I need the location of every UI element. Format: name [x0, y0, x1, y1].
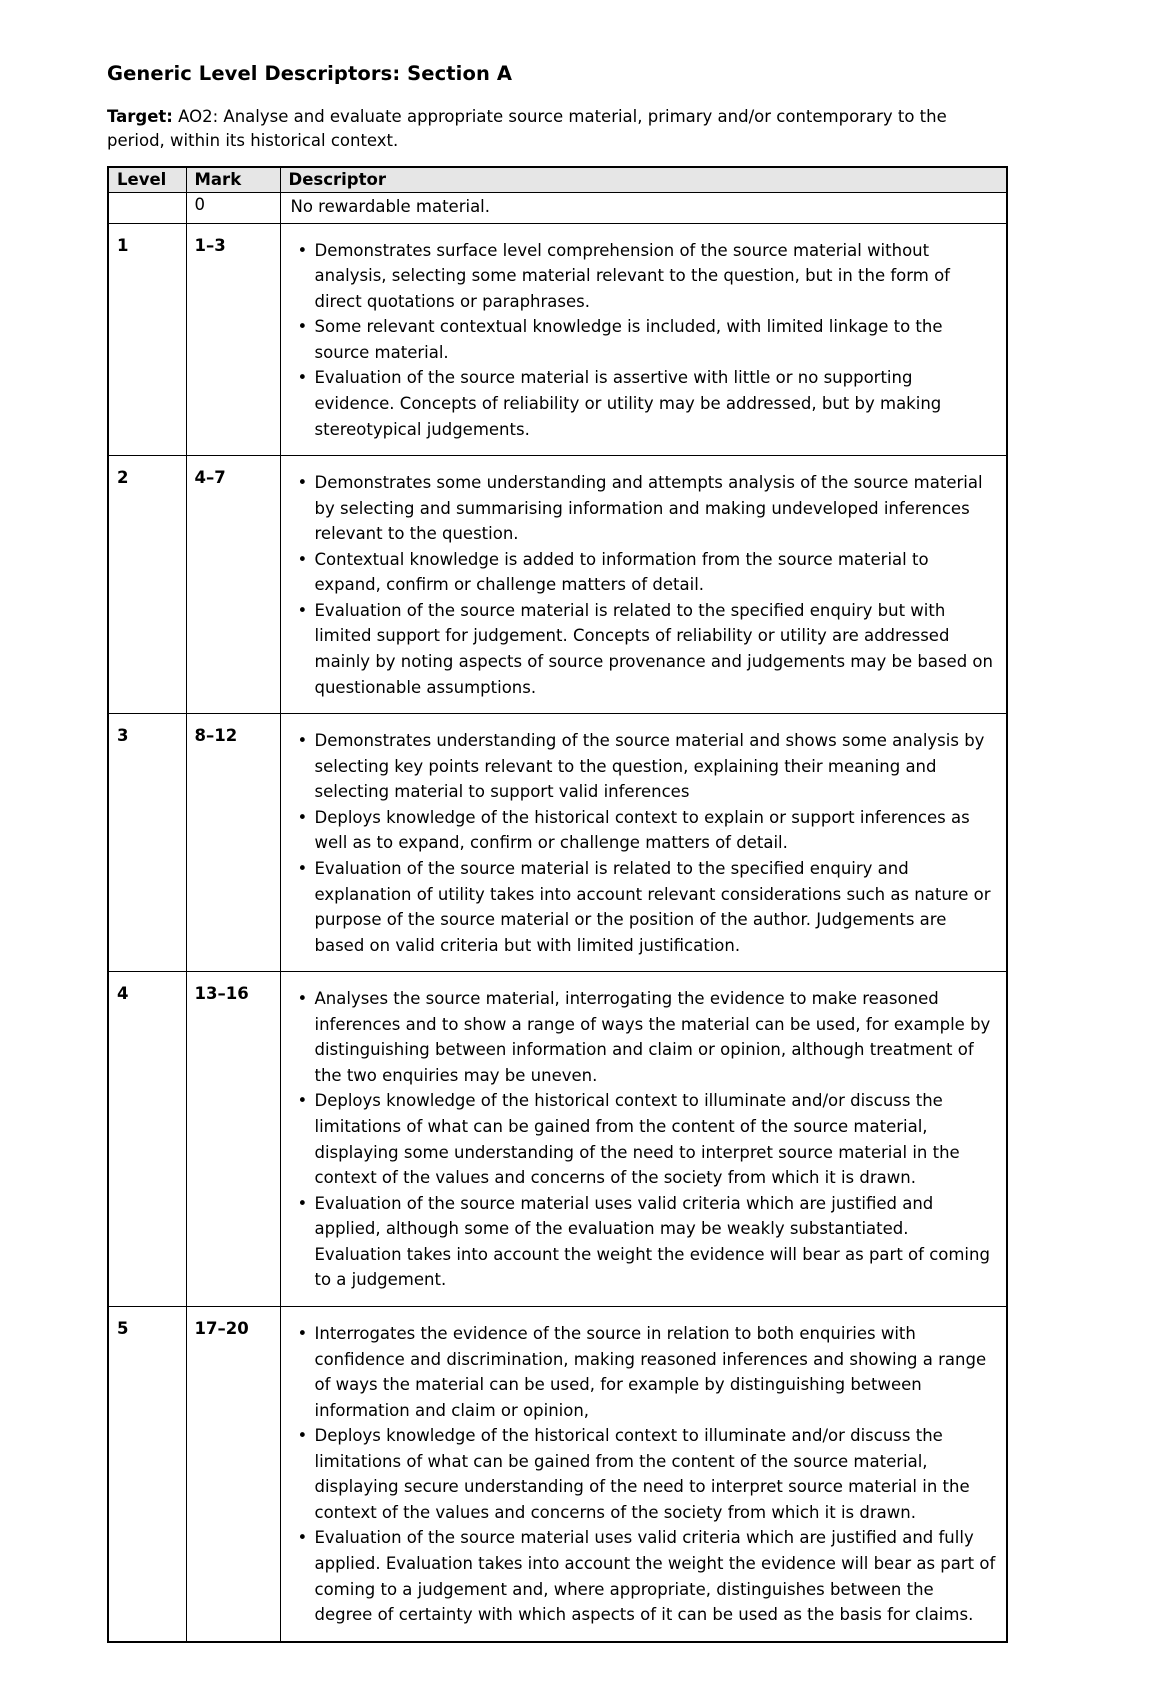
descriptor-bullet: • Deploys knowledge of the historical context to illuminate and/or discuss the limitations of what can be gained from the content of the source material, displaying secure understanding of the need to interpret source material in the context of the values and concerns of the society from which it is drawn. [315, 1423, 997, 1525]
page-title: Generic Level Descriptors: Section A [107, 62, 513, 85]
descriptor-bullet: • Deploys knowledge of the historical context to explain or support inferences as well as to expand, confirm or challenge matters of detail. [315, 805, 997, 856]
mark-cell: 1–3 [186, 223, 280, 456]
descriptor-bullet-list [291, 728, 997, 958]
descriptor-bullet: • Evaluation of the source material is assertive with little or no supporting evidence. Concepts of reliability or utility may be addressed, but by making stereotypical judgements. [315, 365, 997, 442]
descriptor-bullet: • Demonstrates understanding of the source material and shows some analysis by selecting key points relevant to the question, explaining their meaning and selecting material to support valid inferences [315, 728, 997, 805]
descriptor-bullet: • Analyses the source material, interrogating the evidence to make reasoned inferences and to show a range of ways the material can be used, for example by distinguishing between information and claim or opinion, although treatment of the two enquiries may be uneven. [315, 986, 997, 1088]
column-header-mark: Mark [186, 167, 280, 193]
table-row [108, 192, 1007, 223]
mark-cell: 0 [186, 192, 280, 223]
mark-cell: 8–12 [186, 714, 280, 972]
descriptor-cell [280, 972, 1007, 1307]
level-cell [108, 192, 186, 223]
descriptor-table-body [108, 192, 1007, 1641]
table-row [108, 714, 1007, 972]
mark-cell: 4–7 [186, 456, 280, 714]
descriptor-bullet: • Evaluation of the source material uses valid criteria which are justified and fully applied. Evaluation takes into account the weight the evidence will bear as part of coming to a judgement and, where appropriate, distinguishes between the degree of certainty with which aspects of it can be used as the basis for claims. [315, 1525, 997, 1627]
level-cell: 4 [108, 972, 186, 1307]
descriptor-bullet-list [291, 986, 997, 1293]
descriptor-bullet-list [291, 1321, 997, 1628]
descriptor-cell [280, 714, 1007, 972]
descriptor-cell: No rewardable material. [280, 192, 1007, 223]
column-header-level: Level [108, 167, 186, 193]
descriptor-bullet: • Contextual knowledge is added to information from the source material to expand, confirm or challenge matters of detail. [315, 547, 997, 598]
descriptor-cell [280, 223, 1007, 456]
descriptor-bullet-list [291, 238, 997, 443]
target-label: Target: [107, 107, 173, 126]
mark-cell: 17–20 [186, 1306, 280, 1641]
descriptor-bullet: • Interrogates the evidence of the source in relation to both enquiries with confidence and discrimination, making reasoned inferences and showing a range of ways the material can be used, for example by distinguishing between information and claim or opinion, [315, 1321, 997, 1423]
descriptor-bullet: • Evaluation of the source material uses valid criteria which are justified and applied, although some of the evaluation may be weakly substantiated. Evaluation takes into account the weight the evidence will bear as part of coming to a judgement. [315, 1191, 997, 1293]
mark-cell: 13–16 [186, 972, 280, 1307]
descriptor-bullet: • Evaluation of the source material is related to the specified enquiry but with limited support for judgement. Concepts of reliability or utility are addressed mainly by noting aspects of source provenance and judgements may be based on questionable assumptions. [315, 598, 997, 700]
table-row [108, 972, 1007, 1307]
target-text: AO2: Analyse and evaluate appropriate source material, primary and/or contemporary to the period, within its historical context. [107, 107, 947, 150]
descriptor-bullet: • Some relevant contextual knowledge is included, with limited linkage to the source material. [315, 314, 997, 365]
table-row [108, 223, 1007, 456]
column-header-descriptor: Descriptor [280, 167, 1007, 193]
descriptor-cell [280, 456, 1007, 714]
descriptor-bullet: • Evaluation of the source material is related to the specified enquiry and explanation of utility takes into account relevant considerations such as nature or purpose of the source material or the position of the author. Judgements are based on valid criteria but with limited justification. [315, 856, 997, 958]
descriptor-bullet: • Demonstrates some understanding and attempts analysis of the source material by selecting and summarising information and making undeveloped inferences relevant to the question. [315, 470, 997, 547]
level-cell: 1 [108, 223, 186, 456]
level-descriptor-table [107, 166, 1008, 1643]
level-cell: 5 [108, 1306, 186, 1641]
descriptor-bullet: • Deploys knowledge of the historical context to illuminate and/or discuss the limitations of what can be gained from the content of the source material, displaying some understanding of the need to interpret source material in the context of the values and concerns of the society from which it is drawn. [315, 1088, 997, 1190]
table-row [108, 456, 1007, 714]
table-header-row [108, 167, 1007, 193]
table-row [108, 1306, 1007, 1641]
descriptor-cell [280, 1306, 1007, 1641]
descriptor-bullet: • Demonstrates surface level comprehension of the source material without analysis, selecting some material relevant to the question, but in the form of direct quotations or paraphrases. [315, 238, 997, 315]
level-cell: 3 [108, 714, 186, 972]
descriptor-bullet-list [291, 470, 997, 700]
target-paragraph [107, 105, 1008, 153]
level-cell: 2 [108, 456, 186, 714]
